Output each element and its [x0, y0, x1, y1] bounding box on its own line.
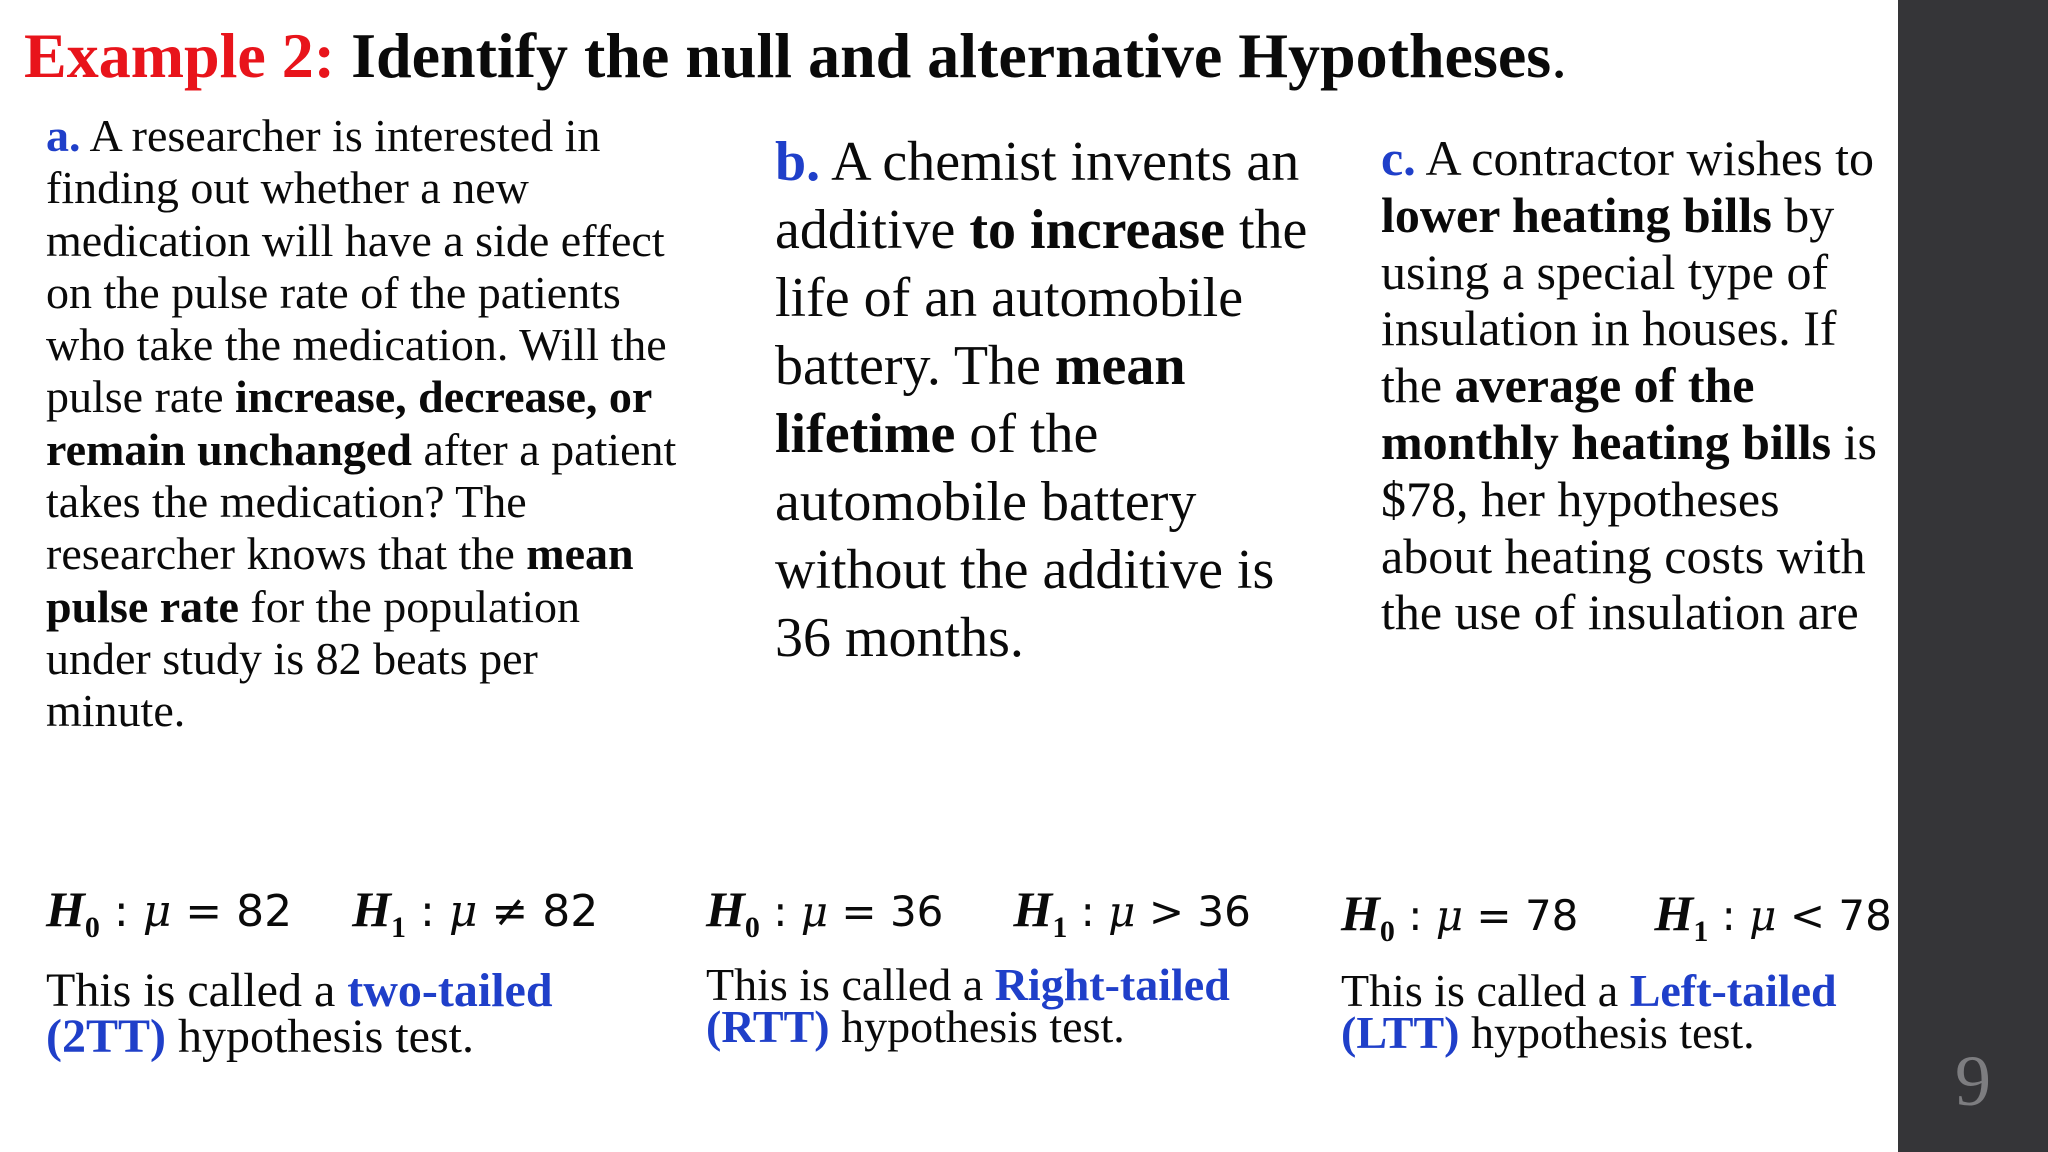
h0-sub-b: 0 [744, 911, 760, 944]
problem-c-letter: c. [1381, 130, 1416, 186]
test-abbr-a: (2TT) [46, 1010, 166, 1063]
conclusion-c [1341, 965, 1837, 1058]
h1-letter-a: H [352, 881, 392, 937]
example-label: Example 2: [24, 20, 336, 91]
alt-hypothesis-a [352, 881, 599, 944]
alt-hypothesis-b [1013, 881, 1251, 944]
conclusion-a [46, 964, 553, 1063]
conclusion-c-suffix: hypothesis test. [1459, 1007, 1755, 1058]
problem-c [1381, 130, 1901, 641]
problem-a-text-1: A researcher is interested in finding out whether a new medication will have a side effect on the pulse rate of the patients who take the medication. Will the pulse rate [46, 110, 667, 423]
problem-c-bold-1: lower heating bills [1381, 186, 1772, 243]
problem-a-letter: a. [46, 110, 81, 161]
test-type-c: Left-tailed [1629, 965, 1837, 1016]
test-abbr-b: (RTT) [706, 1001, 830, 1052]
hypotheses-a [46, 880, 598, 945]
slide-sidebar [1898, 0, 2048, 1152]
problem-b-text-1: A chemist invents an additive [775, 131, 1300, 261]
h1-value-b: > 36 [1135, 887, 1251, 936]
h1-letter-c: H [1654, 885, 1694, 941]
h0-letter-b: H [706, 881, 745, 937]
hypotheses-b [706, 880, 1251, 945]
h1-sub-a: 1 [391, 911, 407, 944]
null-hypothesis-a [46, 881, 293, 944]
problem-a-bold-1: increase, decrease, or remain unchanged [46, 371, 652, 475]
h1-mu-c: μ [1749, 891, 1777, 940]
h0-value-c: = 78 [1463, 891, 1579, 940]
null-hypothesis-b [706, 881, 944, 944]
slide-title [24, 18, 1567, 95]
h1-colon-a: : [406, 886, 449, 937]
h0-colon-b: : [759, 887, 801, 936]
problem-a-text-2: after a patient takes the medication? The researcher knows that the [46, 423, 677, 580]
test-type-a: two-tailed [347, 964, 553, 1017]
problem-b-text-2: the life of an automobile battery. The [775, 199, 1308, 397]
h0-value-b: = 36 [828, 887, 944, 936]
h1-mu-a: μ [448, 886, 478, 937]
conclusion-a-prefix: This is called a [46, 964, 348, 1017]
h1-sub-b: 1 [1052, 911, 1068, 944]
hypotheses-c [1341, 884, 1892, 949]
h0-letter-a: H [46, 881, 85, 937]
conclusion-c-prefix: This is called a [1341, 965, 1630, 1016]
conclusion-b-suffix: hypothesis test. [829, 1001, 1125, 1052]
h1-value-c: < 78 [1776, 891, 1892, 940]
alt-hypothesis-c [1654, 885, 1892, 948]
h1-value-a: ≠ 82 [477, 886, 599, 937]
h1-mu-b: μ [1108, 887, 1136, 936]
h1-colon-c: : [1708, 891, 1750, 940]
title-period: . [1551, 20, 1568, 91]
h0-sub-a: 0 [84, 911, 100, 944]
h0-mu-a: μ [142, 886, 172, 937]
test-type-b: Right-tailed [994, 959, 1230, 1010]
conclusion-a-suffix: hypothesis test. [166, 1010, 474, 1063]
h1-colon-b: : [1067, 887, 1109, 936]
h0-mu-b: μ [800, 887, 829, 936]
h1-letter-b: H [1013, 881, 1053, 937]
null-hypothesis-c [1341, 885, 1579, 948]
problem-c-text-2: by using a special type of insulation in houses. If the [1381, 186, 1837, 414]
problem-b-bold-1: to increase [969, 199, 1225, 261]
problem-b-text-3: of the automobile battery without the additive is 36 months. [775, 403, 1275, 669]
problem-b-bold-2: mean lifetime [775, 335, 1186, 465]
h0-mu-c: μ [1435, 891, 1464, 940]
conclusion-b [706, 959, 1230, 1052]
problem-c-text-3: is $78, her hypotheses about heating costs with the use of insulation are [1381, 413, 1877, 641]
problem-b [775, 128, 1335, 672]
problem-c-bold-2: average of the monthly heating bills [1381, 357, 1832, 470]
slide-number: 9 [1955, 1041, 1991, 1121]
h0-letter-c: H [1341, 885, 1380, 941]
h0-colon-a: : [99, 886, 143, 937]
problem-c-text-1: A contractor wishes to [1415, 130, 1874, 186]
problem-a [46, 110, 686, 738]
h0-colon-c: : [1394, 891, 1436, 940]
h0-sub-c: 0 [1379, 915, 1395, 948]
problem-a-bold-2: mean pulse rate [46, 528, 634, 632]
test-abbr-c: (LTT) [1341, 1007, 1460, 1058]
title-text: Identify the null and alternative Hypotheses [351, 20, 1552, 91]
problem-a-text-3: for the population under study is 82 beats per minute. [46, 580, 581, 737]
h1-sub-c: 1 [1693, 915, 1709, 948]
problem-b-letter: b. [775, 131, 821, 193]
h0-value-a: = 82 [171, 886, 293, 937]
conclusion-b-prefix: This is called a [706, 959, 995, 1010]
